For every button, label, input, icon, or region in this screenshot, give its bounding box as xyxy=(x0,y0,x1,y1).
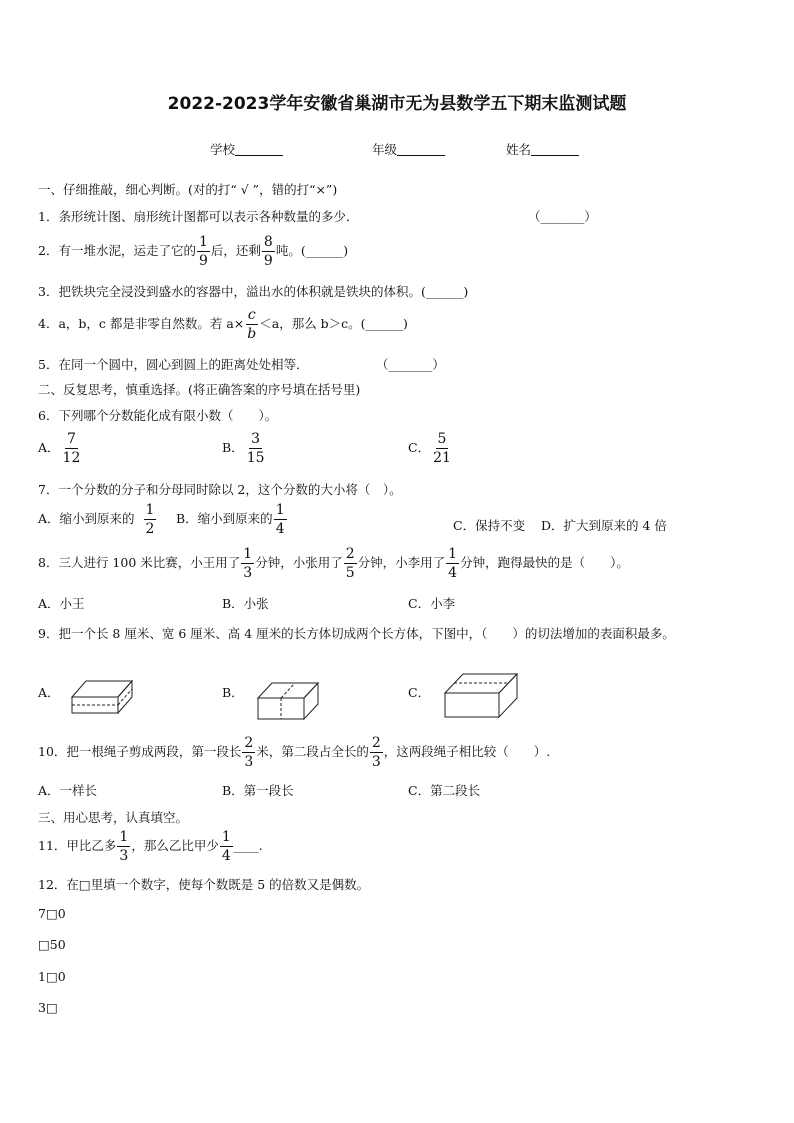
q4-fraction: $\frac{c}{b}$ xyxy=(247,307,257,342)
section-2-heading: 二、反复思考，慎重选择。(将正确答案的序号填在括号里) xyxy=(38,382,361,397)
question-5: 5．在同一个圆中，圆心到圆上的距离处处相等． xyxy=(38,357,309,372)
q7-option-a-fraction: $\frac{1}{2}$ xyxy=(145,502,155,537)
question-3: 3．把铁块完全浸没到盛水的容器中，溢出水的体积就是铁块的体积。(______) xyxy=(38,284,469,299)
question-4 xyxy=(38,308,408,341)
question-1: 1．条形统计图、扇形统计图都可以表示各种数量的多少． xyxy=(38,209,359,224)
q8-fraction-3: $\frac{1}{4}$ xyxy=(448,546,458,581)
q2-fraction-2: $\frac{8}{9}$ xyxy=(263,234,273,269)
q6-option-c[interactable]: C． $\frac{5}{21}$ xyxy=(408,431,451,466)
q10-option-b[interactable]: B．第一段长 xyxy=(222,783,294,798)
q12-item-1[interactable]: 7□0 xyxy=(38,906,66,921)
q6-option-c-fraction: $\frac{5}{21}$ xyxy=(433,431,451,466)
q7-option-c[interactable]: C．保持不变 xyxy=(453,518,526,533)
page-title: 2022-2023学年安徽省巢湖市无为县数学五下期末监测试题 xyxy=(167,94,627,114)
q6-option-a-fraction: $\frac{7}{12}$ xyxy=(62,431,81,466)
q2-text-a: 2．有一堆水泥，运走了它的 xyxy=(38,243,196,258)
q10-fraction-2: $\frac{2}{3}$ xyxy=(371,735,381,770)
q9-box-c[interactable] xyxy=(443,671,521,721)
q8-option-b[interactable]: B．小张 xyxy=(222,596,269,611)
q9-box-b[interactable] xyxy=(256,680,321,722)
q7-option-d[interactable]: D．扩大到原来的 4 倍 xyxy=(541,518,667,533)
q12-item-4[interactable]: 3□ xyxy=(38,1000,58,1015)
section-1-heading: 一、仔细推敲，细心判断。(对的打“ √ ”，错的打“×”) xyxy=(38,182,338,197)
q10-option-c[interactable]: C．第二段长 xyxy=(408,783,481,798)
question-6: 6．下列哪个分数能化成有限小数（ ）。 xyxy=(38,408,278,423)
q9-option-a-label[interactable]: A． xyxy=(38,685,60,700)
q8-option-a[interactable]: A．小王 xyxy=(38,596,85,611)
grade-blank[interactable] xyxy=(397,143,445,156)
q7-option-a[interactable]: A．缩小到原来的 $\frac{1}{2}$ xyxy=(38,502,155,537)
q9-box-a[interactable] xyxy=(70,675,135,717)
name-blank[interactable] xyxy=(531,143,579,156)
q7-option-b[interactable]: B．缩小到原来的 $\frac{1}{4}$ xyxy=(176,502,285,537)
grade-label: 年级 xyxy=(372,142,398,157)
question-9: 9．把一个长 8 厘米、宽 6 厘米、高 4 厘米的长方体切成两个长方体，下图中，（ ）的切法增加的表面积最多。 xyxy=(38,626,675,641)
q12-item-2[interactable]: □50 xyxy=(38,937,66,952)
q11-answer-blank[interactable]: ____. xyxy=(233,838,263,853)
q2-text-c: 吨。(______) xyxy=(275,243,349,258)
q9-option-b-label[interactable]: B． xyxy=(222,685,244,700)
name-label: 姓名 xyxy=(506,142,532,157)
q6-option-a[interactable]: A． $\frac{7}{12}$ xyxy=(38,431,81,466)
question-5-answer[interactable]: （_______） xyxy=(376,357,445,372)
q8-fraction-1: $\frac{1}{3}$ xyxy=(243,546,253,581)
question-1-answer[interactable]: （_______） xyxy=(528,209,597,224)
q10-fraction-1: $\frac{2}{3}$ xyxy=(244,735,254,770)
school-blank[interactable] xyxy=(235,143,283,156)
q11-fraction-2: $\frac{1}{4}$ xyxy=(221,829,231,864)
q6-option-b[interactable]: B． $\frac{3}{15}$ xyxy=(222,431,265,466)
section-3-heading: 三、用心思考，认真填空。 xyxy=(38,810,189,825)
grade-field[interactable] xyxy=(372,140,445,158)
q2-fraction-1: $\frac{1}{9}$ xyxy=(198,234,208,269)
school-label: 学校 xyxy=(210,142,236,157)
q12-item-3[interactable]: 1□0 xyxy=(38,969,66,984)
question-7: 7．一个分数的分子和分母同时除以 2，这个分数的大小将（ ）。 xyxy=(38,482,402,497)
q9-option-c-label[interactable]: C． xyxy=(408,685,431,700)
q8-fraction-2: $\frac{2}{5}$ xyxy=(345,546,355,581)
q2-text-b: 后，还剩 xyxy=(210,243,261,258)
question-2 xyxy=(38,235,348,268)
name-field[interactable] xyxy=(506,140,579,158)
q11-fraction-1: $\frac{1}{3}$ xyxy=(119,829,129,864)
question-12: 12．在□里填一个数字，使每个数既是 5 的倍数又是偶数。 xyxy=(38,877,370,892)
q10-option-a[interactable]: A．一样长 xyxy=(38,783,98,798)
q8-option-c[interactable]: C．小李 xyxy=(408,596,456,611)
question-11: 11．甲比乙多 $\frac{1}{3}$ ，那么乙比甲少 $\frac{1}{4}$ ____. xyxy=(38,829,263,864)
q7-option-b-fraction: $\frac{1}{4}$ xyxy=(275,502,285,537)
q4-text-a: 4．a，b，c 都是非零自然数。若 a× xyxy=(38,316,245,331)
question-10: 10．把一根绳子剪成两段，第一段长 $\frac{2}{3}$ 米，第二段占全长的 $\frac{2}{3}$ ，这两段绳子相比较（ ）. xyxy=(38,735,551,770)
question-8: 8．三人进行 100 米比赛，小王用了 $\frac{1}{3}$ 分钟，小张用了 $\frac{2}{5}$ 分钟，小李用了 $\frac{1}{4}$ 分钟，跑得最快的是（ ）。 xyxy=(38,546,629,581)
q6-option-b-fraction: $\frac{3}{15}$ xyxy=(246,431,265,466)
q4-text-b: ＜a，那么 b＞c。(______) xyxy=(259,316,408,331)
school-field[interactable] xyxy=(210,140,283,158)
